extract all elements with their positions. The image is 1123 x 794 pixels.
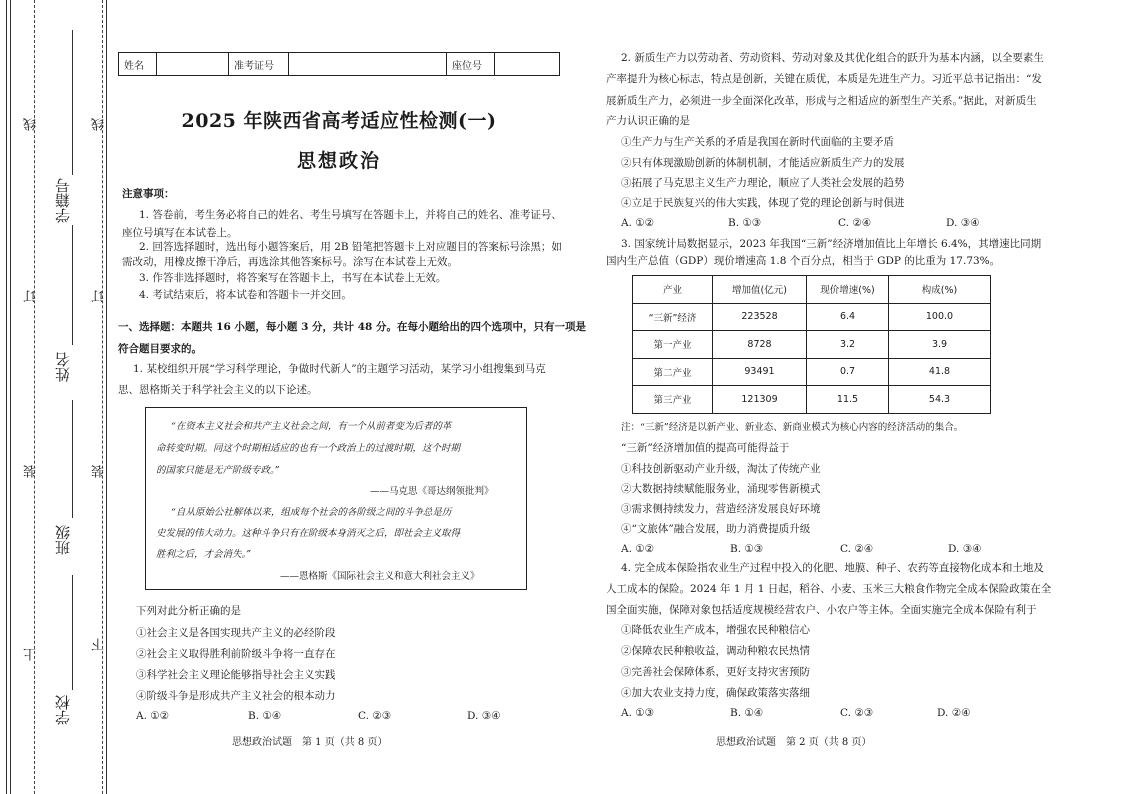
- seat-label: 座位号: [447, 53, 495, 75]
- q1-prompt: 下列对此分析正确的是: [136, 605, 241, 617]
- q1-option-b[interactable]: B. ①④: [248, 710, 282, 722]
- cut-label-shang: 上: [24, 648, 39, 661]
- q1-option-c[interactable]: C. ②③: [358, 710, 392, 722]
- quote-source: ——恩格斯《国际社会主义和意大利社会主义》: [280, 571, 480, 582]
- q4-item: ①降低农业生产成本，增强农民种粮信心: [621, 624, 810, 636]
- table-cell: 第二产业: [633, 358, 713, 386]
- q4-option-c[interactable]: C. ②③: [840, 707, 874, 719]
- q3-item: ②大数据持续赋能服务业，涌现零售新模式: [621, 483, 821, 495]
- quote-text: “在资本主义社会和共产主义社会之间，有一个从前者变为后者的革: [171, 421, 452, 432]
- quote-source: ——马克思《哥达纲领批判》: [370, 486, 494, 497]
- notes-line: 3. 作答非选择题时，将答案写在答题卡上，书写在本试卷上无效。: [139, 272, 447, 284]
- q1-stem: 思、恩格斯关于科学社会主义的以下论述。: [118, 384, 318, 396]
- table-cell: 11.5: [807, 386, 889, 414]
- q2-stem: 产率提升为核心标志，特点是创新，关键在质优，本质是先进生产力。习近平总书记指出：“发: [606, 73, 1042, 85]
- section-heading: 一、选择题：本题共 16 小题，每小题 3 分，共计 48 分。在每小题给出的四个选项中，只有一项是: [118, 321, 586, 333]
- quote-text: “自从原始公社解体以来，组成每个社会的各阶级之间的斗争总是历: [171, 507, 452, 518]
- q3-option-b[interactable]: B. ①③: [730, 543, 764, 555]
- q3-option-c[interactable]: C. ②④: [840, 543, 874, 555]
- table-header: 产业: [633, 276, 713, 304]
- q4-item: ②保障农民种粮收益，调动种粮农民热情: [621, 645, 810, 657]
- q4-stem: 国全面实施，保障对象包括适度规模经营农户、小农户等主体。全面实施完全成本保险有利于: [606, 604, 1037, 616]
- q2-option-c[interactable]: C. ②④: [838, 217, 872, 229]
- student-id-label: 学籍号: [54, 178, 72, 223]
- student-id-field[interactable]: [72, 30, 73, 175]
- table-row: [633, 386, 991, 414]
- student-name-label: 姓名: [54, 352, 72, 382]
- quote-text: 史发展的伟大动力。这种斗争只有在阶级本身消灭之后，即社会主义取得: [156, 528, 461, 539]
- table-cell: 8728: [713, 331, 807, 359]
- q3-option-a[interactable]: A. ①②: [621, 543, 655, 555]
- cut-label-zhuang: 装: [24, 465, 39, 478]
- q3-item: ④“文旅体”融合发展，助力消费提质升级: [621, 523, 811, 535]
- q1-option-d[interactable]: D. ③④: [467, 710, 501, 722]
- q3-stem: 3. 国家统计局数据显示，2023 年我国“三新”经济增加值比上年增长 6.4%，其增速比同期: [621, 238, 1042, 250]
- q4-stem: 4. 完全成本保险指农业生产过程中投入的化肥、地膜、种子、农药等直接物化成本和土地及: [621, 562, 1044, 574]
- q1-item: ②社会主义取得胜利前阶级斗争将一直存在: [136, 648, 336, 660]
- q3-stem: 国内生产总值（GDP）现价增速高 1.8 个百分点，相当于 GDP 的比重为 17.73%。: [606, 255, 1001, 267]
- cut-label-xian: 线: [24, 118, 39, 131]
- q1-item: ①社会主义是各国实现共产主义的必经阶段: [136, 627, 336, 639]
- notes-line: 需改动，用橡皮擦干净后，再选涂其他答案标号。涂写在本试卷上无效。: [122, 256, 458, 268]
- q2-stem: 产力认识正确的是: [606, 115, 690, 127]
- school-field[interactable]: [72, 575, 73, 690]
- table-cell: “三新”经济: [633, 303, 713, 331]
- exam-number-field[interactable]: [289, 53, 447, 75]
- name-label: 姓名: [119, 53, 157, 75]
- q1-item: ④阶级斗争是形成共产主义社会的根本动力: [136, 690, 336, 702]
- quote-text: 命转变时期。同这个时期相适应的也有一个政治上的过渡时期，这个时期: [156, 443, 461, 454]
- inner-label-xia: 下: [92, 638, 107, 651]
- page-footer-left: 思想政治试题 第 1 页（共 8 页）: [232, 737, 388, 748]
- student-name-field[interactable]: [72, 225, 73, 345]
- table-header: 现价增速(%): [807, 276, 889, 304]
- q3-data-table: [632, 275, 991, 414]
- table-cell: 121309: [713, 386, 807, 414]
- inner-label-zhuang: 装: [92, 465, 107, 478]
- table-cell: 93491: [713, 358, 807, 386]
- exam-title: 2025 年陕西省高考适应性检测(一): [181, 110, 497, 132]
- name-field[interactable]: [157, 53, 229, 75]
- notes-heading: 注意事项：: [122, 188, 175, 200]
- q3-item: ③需求侧持续发力，营造经济发展良好环境: [621, 503, 821, 515]
- table-cell: 100.0: [889, 303, 991, 331]
- q4-option-a[interactable]: A. ①③: [621, 707, 655, 719]
- table-cell: 3.9: [889, 331, 991, 359]
- q4-item: ④加大农业支持力度，确保政策落实落细: [621, 687, 810, 699]
- margin-border-line: [6, 0, 7, 794]
- table-cell: 223528: [713, 303, 807, 331]
- q4-option-d[interactable]: D. ②④: [937, 707, 971, 719]
- q3-item: ①科技创新驱动产业升级，淘汰了传统产业: [621, 463, 821, 475]
- q2-stem: 2. 新质生产力以劳动者、劳动资料、劳动对象及其优化组合的跃升为基本内涵，以全要素生: [621, 52, 1044, 64]
- table-cell: 第三产业: [633, 386, 713, 414]
- table-cell: 54.3: [889, 386, 991, 414]
- q2-option-a[interactable]: A. ①②: [621, 217, 655, 229]
- section-heading: 符合题目要求的。: [118, 343, 202, 355]
- class-label: 班级: [54, 525, 72, 555]
- q3-prompt: “三新”经济增加值的提高可能得益于: [621, 442, 790, 454]
- q4-item: ③完善社会保障体系，更好支持灾害预防: [621, 666, 810, 678]
- q2-item: ①生产力与生产关系的矛盾是我国在新时代面临的主要矛盾: [621, 136, 894, 148]
- class-field[interactable]: [72, 400, 73, 518]
- notes-line: 2. 回答选择题时，选出每小题答案后，用 2B 铅笔把答题卡上对应题目的答案标号涂黑；如: [139, 241, 562, 253]
- q2-item: ④立足于民族复兴的伟大实践，体现了党的理论创新与时俱进: [621, 197, 905, 209]
- binding-margin: [0, 0, 110, 794]
- q4-stem: 人工成本的保险。2024 年 1 月 1 日起，稻谷、小麦、玉米三大粮食作物完全成本保险政策在全: [606, 583, 1052, 595]
- q2-item: ②只有体现激励创新的体制机制，才能适应新质生产力的发展: [621, 157, 905, 169]
- school-label: 学校: [54, 695, 72, 725]
- q1-stem: 1. 某校组织开展“学习科学理论，争做时代新人”的主题学习活动，某学习小组搜集到马克: [133, 363, 546, 375]
- cut-label-ding: 订: [24, 290, 39, 303]
- page-footer-right: 思想政治试题 第 2 页（共 8 页）: [716, 737, 872, 748]
- table-cell: 第一产业: [633, 331, 713, 359]
- table-cell: 41.8: [889, 358, 991, 386]
- table-cell: 0.7: [807, 358, 889, 386]
- table-cell: 3.2: [807, 331, 889, 359]
- table-header: 增加值(亿元): [713, 276, 807, 304]
- seat-field[interactable]: [495, 53, 559, 75]
- q1-item: ③科学社会主义理论能够指导社会主义实践: [136, 669, 336, 681]
- q2-option-d[interactable]: D. ③④: [946, 217, 980, 229]
- q2-stem: 展新质生产力，必须进一步全面深化改革，形成与之相适应的新型生产关系。”据此，对新质生: [606, 95, 1037, 107]
- q1-option-a[interactable]: A. ①②: [136, 710, 170, 722]
- table-row: [633, 303, 991, 331]
- notes-line: 4. 考试结束后，将本试卷和答题卡一并交回。: [139, 289, 352, 301]
- q2-item: ③拓展了马克思主义生产力理论，顺应了人类社会发展的趋势: [621, 177, 905, 189]
- q3-option-d[interactable]: D. ③④: [948, 543, 982, 555]
- exam-number-label: 准考证号: [229, 53, 289, 75]
- table-cell: 6.4: [807, 303, 889, 331]
- inner-label-xian: 线: [92, 118, 107, 131]
- table-row: [633, 331, 991, 359]
- table-header: 构成(%): [889, 276, 991, 304]
- notes-line: 1. 答卷前，考生务必将自己的姓名、考生号填写在答题卡上，并将自己的姓名、准考证号、: [139, 209, 562, 221]
- quote-text: 的国家只能是无产阶级专政。”: [156, 465, 280, 476]
- q2-option-b[interactable]: B. ①③: [728, 217, 762, 229]
- q4-option-b[interactable]: B. ①④: [730, 707, 764, 719]
- inner-label-ding: 订: [92, 290, 107, 303]
- quote-text: 胜利之后，才会消失。”: [156, 549, 252, 560]
- table-row: [633, 358, 991, 386]
- q3-note: 注：“三新”经济是以新产业、新业态、新商业模式为核心内容的经济活动的集合。: [621, 422, 964, 433]
- margin-border-line: [10, 0, 11, 794]
- candidate-info-bar: [118, 52, 560, 76]
- subject-title: 思想政治: [296, 150, 381, 172]
- notes-line: 座位号填写在本试卷上。: [122, 227, 238, 239]
- table-header-row: [633, 276, 991, 304]
